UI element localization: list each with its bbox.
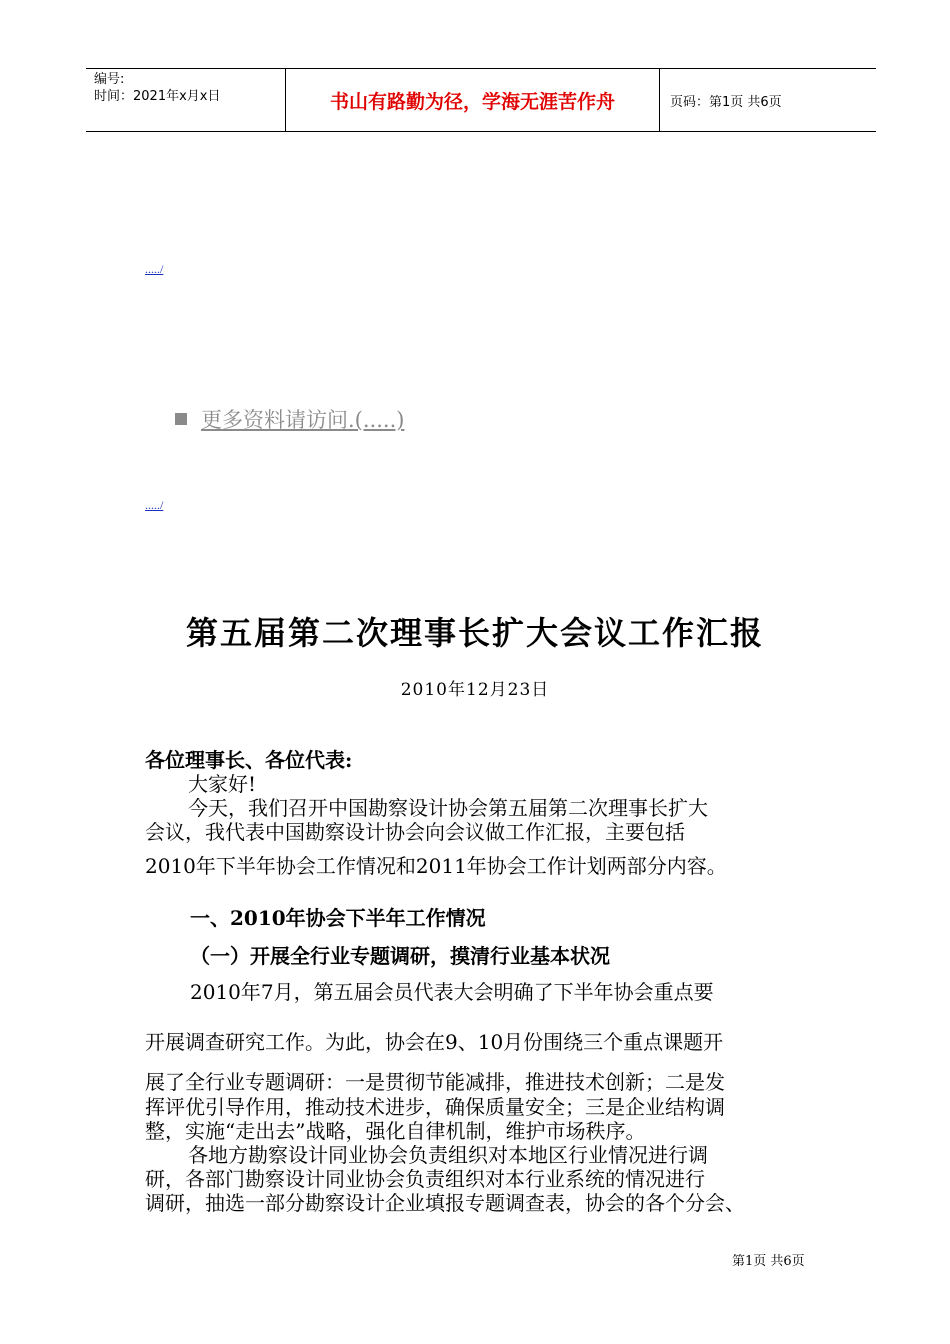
subsection-heading-1: （一）开展全行业专题调研，摸清行业基本状况 xyxy=(190,944,610,968)
link-top[interactable]: ...../ xyxy=(145,262,164,276)
para3-line2: 研，各部门勘察设计同业协会负责组织对本行业系统的情况进行 xyxy=(145,1167,705,1191)
para1-line3: 2010年下半年协会工作情况和2011年协会工作计划两部分内容。 xyxy=(145,854,727,878)
square-bullet-icon xyxy=(175,413,187,425)
link-bottom[interactable]: ...../ xyxy=(145,498,164,512)
header-motto: 书山有路勤为径，学海无涯苦作舟 xyxy=(286,69,660,131)
footer-page-info: 第1页 共6页 xyxy=(732,1254,805,1269)
para3-line1: 各地方勘察设计同业协会负责组织对本地区行业情况进行调 xyxy=(188,1143,708,1167)
section-heading-1: 一、2010年协会下半年工作情况 xyxy=(190,906,486,930)
para1-line1: 今天，我们召开中国勘察设计协会第五届第二次理事长扩大 xyxy=(188,796,708,820)
para2-line5: 整，实施“走出去”战略，强化自律机制，维护市场秩序。 xyxy=(145,1119,646,1143)
greeting: 大家好! xyxy=(188,772,257,796)
para2-line1: 2010年7月，第五届会员代表大会明确了下半年协会重点要 xyxy=(190,980,714,1004)
more-info-link[interactable]: 更多资料请访问.(.....) xyxy=(201,408,405,432)
document-date: 2010年12月23日 xyxy=(400,680,550,700)
para2-line3: 展了全行业专题调研：一是贯彻节能减排，推进技术创新；二是发 xyxy=(145,1070,725,1094)
para3-line3: 调研，抽选一部分勘察设计企业填报专题调查表，协会的各个分会、 xyxy=(145,1191,745,1215)
id-label: 编号: xyxy=(94,72,125,87)
time-label: 时间：2021年x月x日 xyxy=(94,89,221,104)
para1-line2: 会议，我代表中国勘察设计协会向会议做工作汇报，主要包括 xyxy=(145,820,685,844)
page-header xyxy=(86,68,876,132)
document-title: 第五届第二次理事长扩大会议工作汇报 xyxy=(185,614,764,652)
header-meta xyxy=(86,69,286,131)
salutation: 各位理事长、各位代表: xyxy=(145,748,353,772)
para2-line2: 开展调查研究工作。为此，协会在9、10月份围绕三个重点课题开 xyxy=(145,1030,724,1054)
header-page-info: 页码：第1页 共6页 xyxy=(670,94,782,110)
more-info-line xyxy=(175,404,404,434)
para2-line4: 挥评优引导作用，推动技术进步，确保质量安全；三是企业结构调 xyxy=(145,1095,725,1119)
